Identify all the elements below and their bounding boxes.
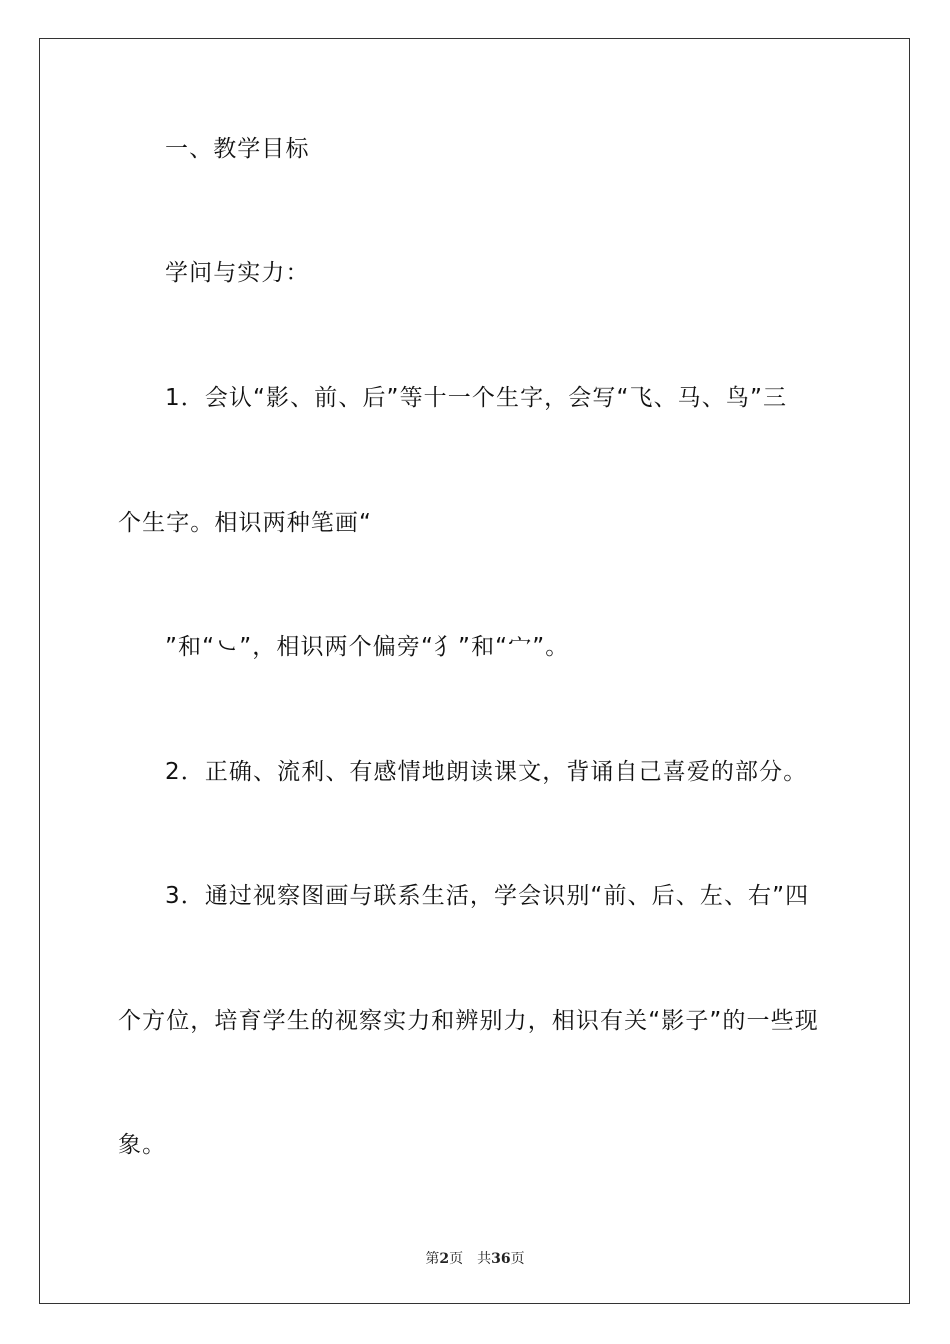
paragraph-line: ”和“㇃”，相识两个偏旁“犭”和“宀”。 <box>165 634 570 660</box>
subheading: 学问与实力： <box>165 260 310 286</box>
total-suffix: 页 <box>510 1251 525 1267</box>
section-heading: 一、教学目标 <box>165 136 310 162</box>
page-footer <box>0 1248 950 1268</box>
paragraph-line: 象。 <box>118 1132 167 1158</box>
paragraph-line: 个方位，培育学生的视察实力和辨别力，相识有关“影子”的一些现 <box>118 1008 819 1034</box>
paragraph-line: 2．正确、流利、有感情地朗读课文，背诵自己喜爱的部分。 <box>165 759 808 785</box>
page-border <box>39 38 910 1304</box>
page-prefix: 第 <box>425 1251 440 1267</box>
total-pages: 36 <box>491 1251 511 1267</box>
page-number: 2 <box>439 1251 450 1267</box>
total-prefix: 共 <box>477 1251 492 1267</box>
paragraph-line: 3．通过视察图画与联系生活，学会识别“前、后、左、右”四 <box>165 883 810 909</box>
paragraph-line: 个生字。相识两种笔画“ <box>118 510 373 536</box>
page-suffix: 页 <box>449 1251 464 1267</box>
paragraph-line: 1．会认“影、前、后”等十一个生字，会写“飞、马、鸟”三 <box>165 385 788 411</box>
